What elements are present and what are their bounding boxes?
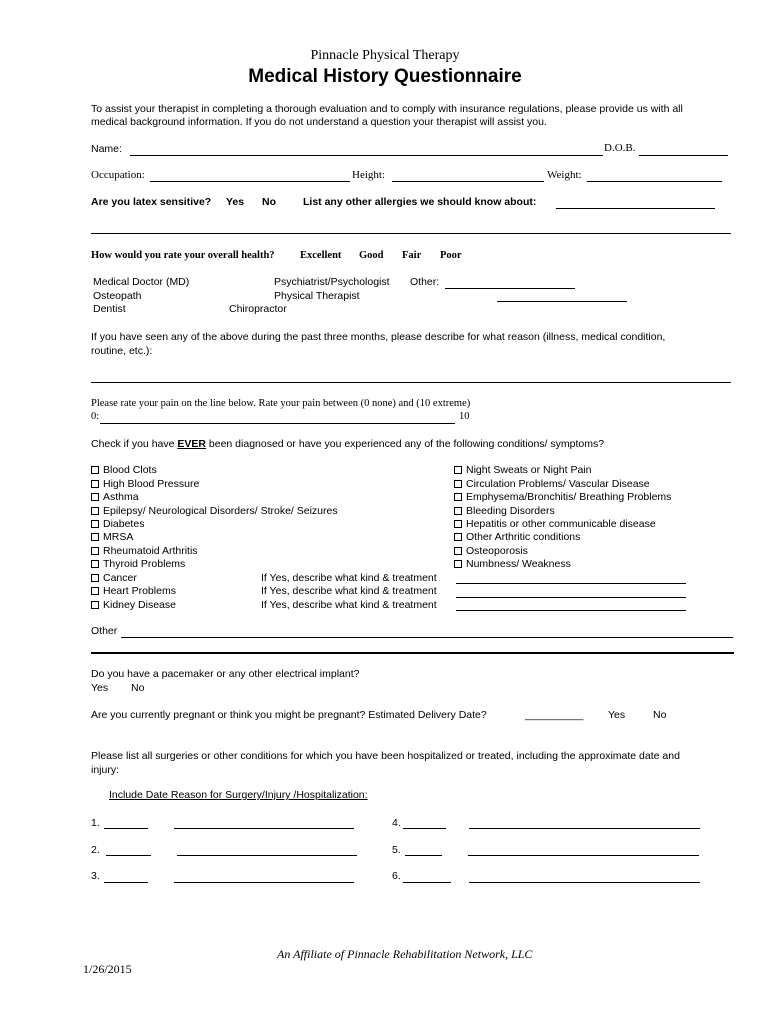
health-option-poor[interactable]: Poor xyxy=(440,250,462,261)
affiliate-footer: An Affiliate of Pinnacle Rehabilitation Network, LLC xyxy=(277,947,533,961)
surgery-reason-4[interactable] xyxy=(469,828,700,829)
checkbox[interactable] xyxy=(454,507,462,515)
height-field[interactable] xyxy=(392,181,544,182)
pain-scale-line[interactable] xyxy=(100,423,455,424)
conditions-intro-before: Check if you have xyxy=(91,438,175,450)
checkbox[interactable] xyxy=(454,547,462,555)
weight-field[interactable] xyxy=(587,181,722,182)
revision-date: 1/26/2015 xyxy=(83,962,132,976)
checkbox[interactable] xyxy=(91,560,99,568)
checkbox[interactable] xyxy=(91,493,99,501)
provider-other-field-2[interactable] xyxy=(497,301,627,302)
page-title: Medical History Questionnaire xyxy=(248,66,522,87)
checkbox[interactable] xyxy=(454,520,462,528)
condition-label: Emphysema/Bronchitis/ Breathing Problems xyxy=(466,491,672,503)
allergies-line[interactable] xyxy=(91,233,731,234)
checkbox[interactable] xyxy=(454,560,462,568)
surgery-reason-6[interactable] xyxy=(469,882,700,883)
surgery-date-1[interactable] xyxy=(104,828,148,829)
conditions-intro-emphasis: EVER xyxy=(177,438,206,450)
checkbox[interactable] xyxy=(454,480,462,488)
surgery-reason-5[interactable] xyxy=(468,855,699,856)
company-name: Pinnacle Physical Therapy xyxy=(310,48,460,63)
implant-question: Do you have a pacemaker or any other electrical implant? xyxy=(91,668,360,680)
checkbox[interactable] xyxy=(91,466,99,474)
condition-bleeding[interactable] xyxy=(454,505,555,517)
condition-circulation[interactable] xyxy=(454,478,650,490)
condition-emphysema[interactable] xyxy=(454,491,671,503)
checkbox[interactable] xyxy=(454,493,462,501)
provider-other-field-1[interactable] xyxy=(445,288,575,289)
describe-field-kidney[interactable] xyxy=(456,610,686,611)
checkbox[interactable] xyxy=(91,533,99,541)
latex-question: Are you latex sensitive? xyxy=(91,196,212,208)
surgery-num-1: 1. xyxy=(91,817,100,829)
conditions-other-field[interactable] xyxy=(121,637,733,638)
recent-visit-line-2: routine, etc.): xyxy=(91,345,153,357)
surgery-date-6[interactable] xyxy=(403,882,451,883)
recent-visit-line-1: If you have seen any of the above during the past three months, please describe for what reason (illness, medical condition, xyxy=(91,331,666,343)
delivery-date-field[interactable]: __________ xyxy=(525,709,584,721)
pain-low-label: 0: xyxy=(91,411,100,422)
health-option-excellent[interactable]: Excellent xyxy=(300,250,342,261)
pain-high-label: 10 xyxy=(459,411,470,422)
describe-field-heart[interactable] xyxy=(456,597,686,598)
condition-thyroid[interactable] xyxy=(91,558,185,570)
dob-field[interactable] xyxy=(639,155,728,156)
surgeries-header: Include Date Reason for Surgery/Injury /Hospitalization: xyxy=(109,789,368,801)
implant-no-option[interactable]: No xyxy=(131,682,145,694)
intro-line-2: medical background information. If you do not understand a question your therapist will assist you. xyxy=(91,116,547,128)
condition-label: Osteoporosis xyxy=(466,545,528,557)
allergies-label: List any other allergies we should know about: xyxy=(303,196,537,208)
surgery-date-3[interactable] xyxy=(104,882,148,883)
describe-field-cancer[interactable] xyxy=(456,583,686,584)
provider-other-label: Other: xyxy=(410,276,440,288)
conditions-intro-after: been diagnosed or have you experienced any of the following conditions/ symptoms? xyxy=(208,438,605,450)
condition-osteoporosis[interactable] xyxy=(454,545,528,557)
describe-label-heart: If Yes, describe what kind & treatment xyxy=(261,585,437,597)
condition-label: MRSA xyxy=(103,531,134,543)
health-option-good[interactable]: Good xyxy=(359,250,384,261)
condition-label: Bleeding Disorders xyxy=(466,505,555,517)
condition-label: Numbness/ Weakness xyxy=(466,558,571,570)
latex-no-option[interactable]: No xyxy=(262,196,276,208)
conditions-other-label: Other xyxy=(91,625,118,637)
allergies-field[interactable] xyxy=(556,208,715,209)
conditions-intro xyxy=(91,438,604,450)
provider-md[interactable]: Medical Doctor (MD) xyxy=(93,276,190,288)
pain-instruction: Please rate your pain on the line below. Rate your pain between (0 none) and (10 extreme) xyxy=(91,398,471,409)
condition-label: Thyroid Problems xyxy=(103,558,186,570)
dob-label: D.O.B. xyxy=(604,142,636,154)
checkbox[interactable] xyxy=(454,466,462,474)
condition-label: Cancer xyxy=(103,572,137,584)
condition-label: Night Sweats or Night Pain xyxy=(466,464,592,476)
surgery-num-3: 3. xyxy=(91,870,100,882)
surgery-date-2[interactable] xyxy=(106,855,151,856)
condition-label: Heart Problems xyxy=(103,585,176,597)
surgeries-line-1: Please list all surgeries or other conditions for which you have been hospitalized or treated, including the approximate date and xyxy=(91,750,680,762)
implant-yes-option[interactable]: Yes xyxy=(91,682,109,694)
provider-chiro[interactable]: Chiropractor xyxy=(229,303,287,315)
name-field[interactable] xyxy=(130,155,603,156)
condition-label: Asthma xyxy=(103,491,139,503)
condition-label: Diabetes xyxy=(103,518,145,530)
latex-yes-option[interactable]: Yes xyxy=(226,196,245,208)
health-question: How would you rate your overall health? xyxy=(91,250,275,261)
checkbox[interactable] xyxy=(91,574,99,582)
pregnancy-no-option[interactable]: No xyxy=(653,709,667,721)
condition-label: High Blood Pressure xyxy=(103,478,200,490)
provider-dentist[interactable]: Dentist xyxy=(93,303,126,315)
pregnancy-yes-option[interactable]: Yes xyxy=(608,709,626,721)
provider-osteopath[interactable]: Osteopath xyxy=(93,290,142,302)
condition-mrsa[interactable] xyxy=(91,531,133,543)
condition-label: Other Arthritic conditions xyxy=(466,531,581,543)
condition-blood-clots[interactable] xyxy=(91,464,157,476)
occupation-label: Occupation: xyxy=(91,169,145,181)
provider-pt[interactable]: Physical Therapist xyxy=(274,290,360,302)
surgeries-line-2: injury: xyxy=(91,764,120,776)
condition-label: Epilepsy/ Neurological Disorders/ Stroke/ Seizures xyxy=(103,505,338,517)
surgery-num-2: 2. xyxy=(91,844,100,856)
surgery-reason-3[interactable] xyxy=(174,882,354,883)
condition-diabetes[interactable] xyxy=(91,518,144,530)
surgery-reason-1[interactable] xyxy=(174,828,354,829)
checkbox[interactable] xyxy=(91,601,99,609)
condition-label: Kidney Disease xyxy=(103,599,176,611)
name-label: Name: xyxy=(91,143,122,155)
condition-other-arthritic[interactable] xyxy=(454,531,580,543)
condition-cancer[interactable] xyxy=(91,572,137,584)
condition-hepatitis[interactable] xyxy=(454,518,656,530)
condition-label: Blood Clots xyxy=(103,464,157,476)
intro-line-1: To assist your therapist in completing a thorough evaluation and to comply with insurance regulations, please provide us with all xyxy=(91,103,683,115)
weight-label: Weight: xyxy=(547,169,582,181)
height-label: Height: xyxy=(352,169,385,181)
condition-night-sweats[interactable] xyxy=(454,464,591,476)
surgery-date-4[interactable] xyxy=(403,828,446,829)
surgery-num-4: 4. xyxy=(392,817,401,829)
condition-kidney[interactable] xyxy=(91,599,176,611)
condition-rheumatoid-arthritis[interactable] xyxy=(91,545,198,557)
condition-label: Rheumatoid Arthritis xyxy=(103,545,198,557)
pregnancy-question: Are you currently pregnant or think you might be pregnant? Estimated Delivery Date? xyxy=(91,709,487,721)
condition-epilepsy[interactable] xyxy=(91,505,338,517)
checkbox[interactable] xyxy=(91,520,99,528)
describe-label-kidney: If Yes, describe what kind & treatment xyxy=(261,599,437,611)
checkbox[interactable] xyxy=(91,480,99,488)
surgery-num-5: 5. xyxy=(392,844,401,856)
condition-label: Hepatitis or other communicable disease xyxy=(466,518,656,530)
condition-high-blood-pressure[interactable] xyxy=(91,478,199,490)
recent-visit-field[interactable] xyxy=(91,382,731,383)
occupation-field[interactable] xyxy=(150,181,350,182)
condition-asthma[interactable] xyxy=(91,491,139,503)
provider-psych[interactable]: Psychiatrist/Psychologist xyxy=(274,276,390,288)
checkbox[interactable] xyxy=(91,587,99,595)
surgery-reason-2[interactable] xyxy=(177,855,357,856)
checkbox[interactable] xyxy=(91,507,99,515)
checkbox[interactable] xyxy=(454,533,462,541)
checkbox[interactable] xyxy=(91,547,99,555)
surgery-num-6: 6. xyxy=(392,870,401,882)
describe-label-cancer: If Yes, describe what kind & treatment xyxy=(261,572,437,584)
condition-heart[interactable] xyxy=(91,585,176,597)
condition-numbness[interactable] xyxy=(454,558,571,570)
section-divider xyxy=(91,652,734,654)
surgery-date-5[interactable] xyxy=(405,855,442,856)
condition-label: Circulation Problems/ Vascular Disease xyxy=(466,478,650,490)
health-option-fair[interactable]: Fair xyxy=(402,250,422,261)
